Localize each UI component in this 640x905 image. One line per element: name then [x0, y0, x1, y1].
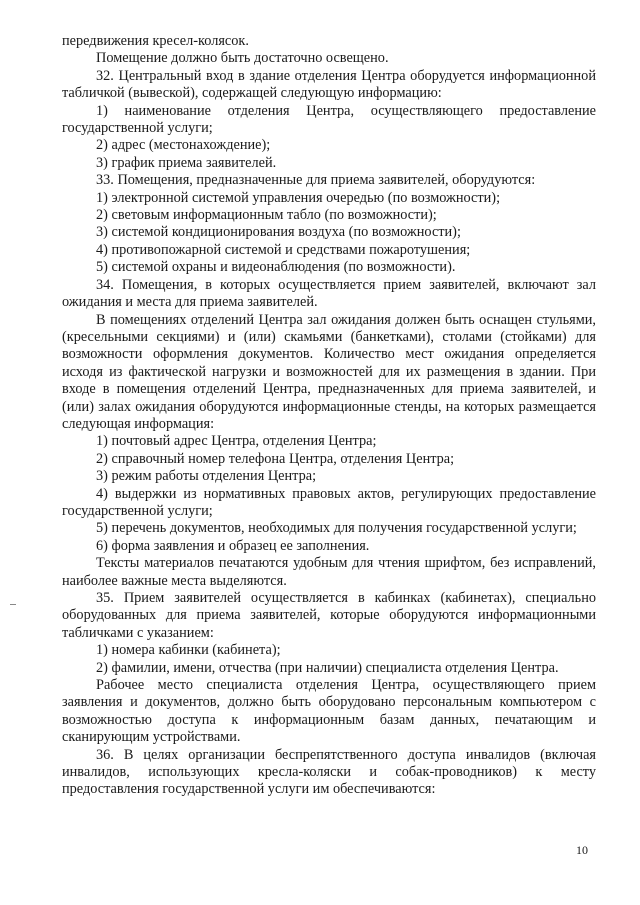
list-item: 1) электронной системой управления очередью (по возможности); — [96, 189, 501, 206]
paragraph: Рабочее место специалиста отделения Центра, осуществляющего прием заявления и документов, должно быть оборудовано персональным компьютером с возможностью доступа к информационным базам данных, печатающим и сканирующим устройствами. — [62, 677, 596, 746]
list-item: 4) противопожарной системой и средствами пожаротушения; — [96, 241, 471, 258]
list-item: 1) наименование отделения Центра, осуществляющего предоставление государственной услуги; — [62, 102, 596, 137]
paragraph: 35. Прием заявителей осуществляется в кабинках (кабинетах), специально оборудованных для приема заявителей, которые оборудуются информационными табличками с указанием: — [62, 590, 596, 641]
paragraph: 34. Помещения, в которых осуществляется прием заявителей, включают зал ожидания и места для приема заявителей. — [62, 276, 596, 311]
list-item: 6) форма заявления и образец ее заполнения. — [96, 537, 370, 554]
paragraph: передвижения кресел-колясок. — [62, 33, 249, 49]
list-item: 1) номера кабинки (кабинета); — [96, 642, 281, 659]
list-item: 2) световым информационным табло (по возможности); — [96, 207, 437, 224]
list-item: 1) почтовый адрес Центра, отделения Центра; — [96, 433, 377, 450]
paragraph: 36. В целях организации беспрепятственного доступа инвалидов (включая инвалидов, использующих кресла-коляски и собак-проводников) к месту предоставления государственной услуги им обеспечиваются: — [62, 746, 596, 798]
list-item: 4) выдержки из нормативных правовых актов, регулирующих предоставление государственной услуги; — [62, 485, 596, 519]
paragraph: Тексты материалов печатаются удобным для чтения шрифтом, без исправлений, наиболее важные места выделяются. — [62, 555, 596, 589]
paragraph: Помещение должно быть достаточно освещено. — [96, 50, 389, 67]
list-item: 5) системой охраны и видеонаблюдения (по возможности). — [96, 259, 456, 276]
list-item: 2) фамилии, имени, отчества (при наличии) специалиста отделения Центра. — [96, 659, 559, 676]
paragraph: В помещениях отделений Центра зал ожидания должен быть оснащен стульями, (кресельными секциями) и (или) скамьями (банкетками), столами (стойками) для возможности оформления документов. Количество мест ожидания определяется исходя из фактической нагрузки и возможностей для их размещения в здании. При входе в помещения отделений Центра, предназначенных для приема заявителей, и (или) залах ожидания оборудуются информационные стенды, на которых размещается следующая информация: — [62, 311, 596, 432]
paragraph: 33. Помещения, предназначенные для приема заявителей, оборудуются: — [96, 172, 536, 189]
list-item: 5) перечень документов, необходимых для получения государственной услуги; — [96, 520, 577, 537]
list-item: 2) справочный номер телефона Центра, отделения Центра; — [96, 450, 455, 467]
scan-mark — [10, 604, 16, 605]
paragraph: 32. Центральный вход в здание отделения Центра оборудуется информационной табличкой (вывеской), содержащей следующую информацию: — [62, 67, 596, 102]
list-item: 3) режим работы отделения Центра; — [96, 468, 317, 485]
list-item: 3) график приема заявителей. — [96, 154, 277, 171]
list-item: 2) адрес (местонахождение); — [96, 137, 271, 154]
page-number: 10 — [576, 843, 588, 857]
list-item: 3) системой кондиционирования воздуха (по возможности); — [96, 224, 461, 241]
